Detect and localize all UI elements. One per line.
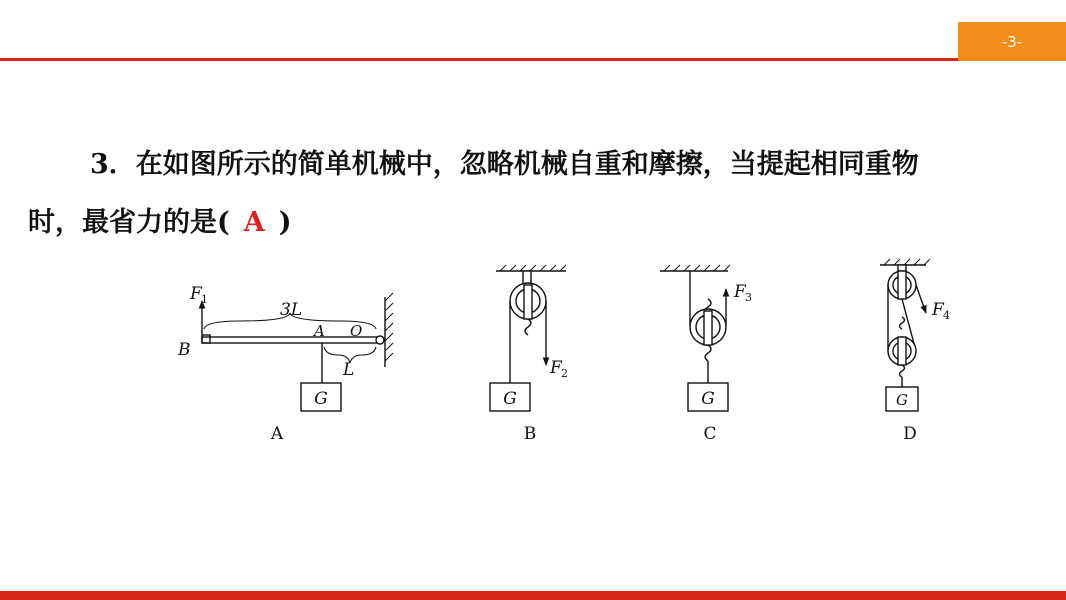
weight-label-d: G <box>896 391 908 409</box>
machines-figure <box>0 255 1066 455</box>
caption-d: D <box>903 424 917 444</box>
fixed-pulley-force-subscript: 2 <box>561 367 568 380</box>
question-line-1 <box>28 136 1048 194</box>
lever-point-a-label: A <box>314 322 325 340</box>
question-text <box>28 136 1048 252</box>
question-number: 3 <box>90 149 109 180</box>
caption-a: A <box>270 424 284 444</box>
fixed-pulley-diagram-b <box>490 265 566 411</box>
movable-pulley-force-label: F <box>734 282 746 302</box>
movable-pulley-force-subscript: 3 <box>745 291 752 304</box>
pulley-block-force-subscript: 4 <box>943 309 950 322</box>
weight-label-c: G <box>701 389 715 409</box>
question-stem: ．在如图所示的简单机械中，忽略机械自重和摩擦，当提起相同重物 <box>108 149 919 180</box>
question-close-paren: ) <box>278 207 292 238</box>
pulley-block-force-label: F <box>932 300 944 320</box>
lever-short-arm-label: L <box>343 360 355 380</box>
lever-point-b-label: B <box>178 340 191 360</box>
movable-pulley-diagram-c <box>660 265 730 411</box>
lever-force-label: F <box>190 284 202 304</box>
caption-c: C <box>703 424 717 444</box>
fixed-pulley-force-label: F <box>550 358 562 378</box>
lever-force-subscript: 1 <box>201 293 208 306</box>
caption-b: B <box>523 424 537 444</box>
answer-text: A <box>243 207 265 238</box>
header-rule <box>0 58 958 61</box>
weight-label-b: G <box>503 389 517 409</box>
lever-long-arm-label: 3L <box>280 300 303 320</box>
question-line-2 <box>28 194 1048 252</box>
footer-bar <box>0 591 1066 600</box>
weight-label-a: G <box>314 389 328 409</box>
question-stem-end: 时，最省力的是( <box>28 207 230 238</box>
page-number-badge: -3- <box>958 22 1066 61</box>
pulley-block-diagram-d <box>880 259 930 411</box>
lever-point-o-label: O <box>350 322 363 340</box>
